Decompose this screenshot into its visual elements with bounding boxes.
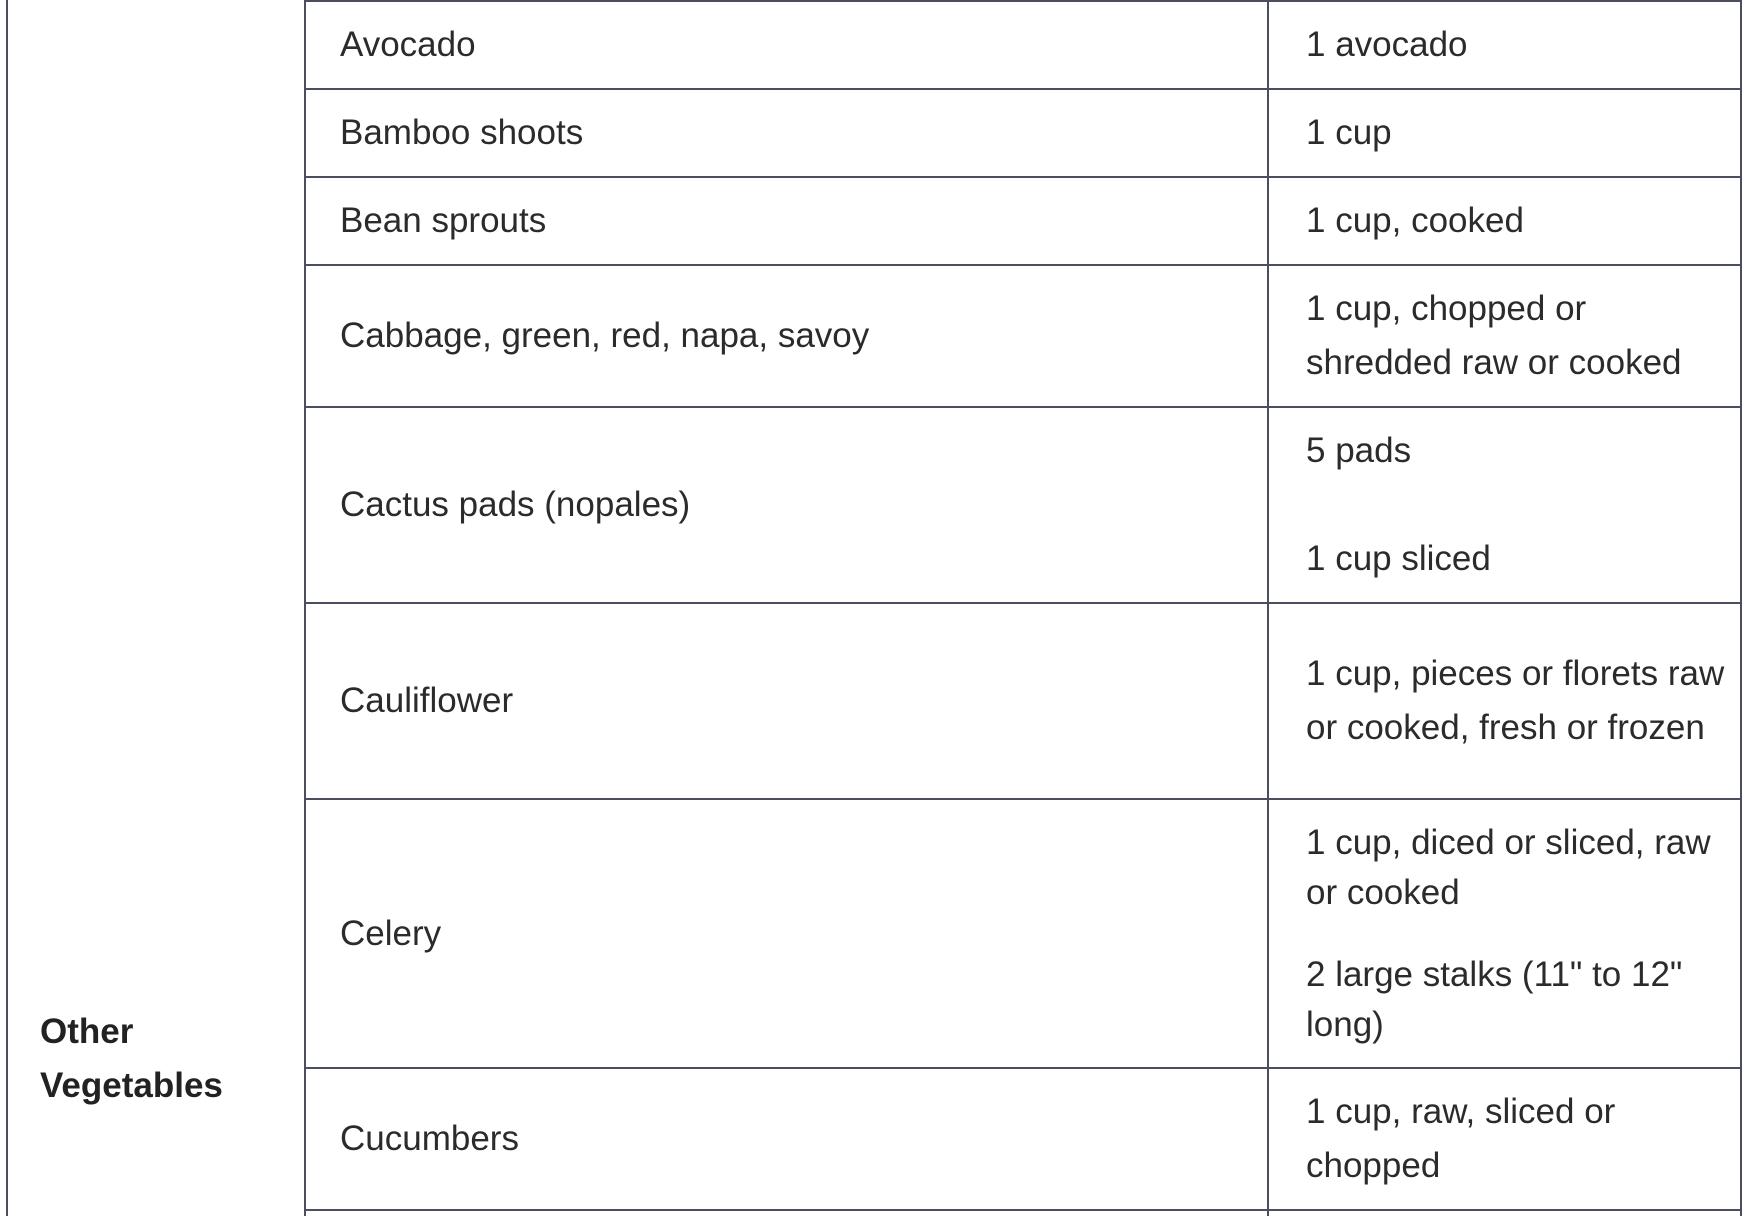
category-label: Other Vegetables <box>40 1012 223 1105</box>
food-name-text: Cucumbers <box>340 1119 519 1158</box>
food-name-text: Cactus pads (nopales) <box>340 485 691 524</box>
food-name <box>340 266 1260 406</box>
food-name-text: Celery <box>340 913 442 953</box>
food-name <box>340 800 1260 1067</box>
serving-amount-text: 1 cup, chopped or shredded raw or cooked <box>1306 289 1682 382</box>
serving-amount-text: 5 pads <box>1306 431 1412 470</box>
food-name <box>340 178 1260 264</box>
column-divider-amount <box>1267 0 1269 1216</box>
serving-amount <box>1306 604 1726 798</box>
food-name <box>340 1069 1260 1209</box>
column-divider-category <box>304 0 306 1216</box>
serving-amount-text: 1 cup <box>1306 113 1392 152</box>
serving-amount <box>1306 800 1726 1067</box>
food-name <box>340 408 1260 602</box>
food-name-text: Bamboo shoots <box>340 113 584 152</box>
serving-amount-text: 1 avocado <box>1306 25 1468 64</box>
serving-amount-text: 1 cup, raw, sliced or chopped <box>1306 1092 1616 1185</box>
serving-amount <box>1306 408 1726 602</box>
food-name <box>340 604 1260 798</box>
serving-amount-text: 2 large stalks (11" to 12" long) <box>1306 954 1683 1044</box>
table-border-left <box>6 0 8 1216</box>
food-name-text: Cabbage, green, red, napa, savoy <box>340 316 870 355</box>
serving-amount <box>1306 266 1726 406</box>
food-name-text: Avocado <box>340 25 476 64</box>
serving-amount <box>1306 90 1726 176</box>
food-name-text: Cauliflower <box>340 681 514 720</box>
serving-amount <box>1306 178 1726 264</box>
serving-amount-text: 1 cup sliced <box>1306 539 1491 578</box>
food-name <box>340 90 1260 176</box>
serving-amount <box>1306 2 1726 88</box>
food-name <box>340 2 1260 88</box>
serving-amount <box>1306 1069 1726 1209</box>
food-name-text: Bean sprouts <box>340 201 547 240</box>
row-divider <box>304 1209 1742 1211</box>
serving-amount-text: 1 cup, cooked <box>1306 201 1524 240</box>
serving-amount-text: 1 cup, diced or sliced, raw or cooked <box>1306 822 1711 912</box>
serving-amount-text: 1 cup, pieces or florets raw or cooked, fresh or frozen <box>1306 654 1725 747</box>
table-border-right <box>1740 0 1742 1216</box>
